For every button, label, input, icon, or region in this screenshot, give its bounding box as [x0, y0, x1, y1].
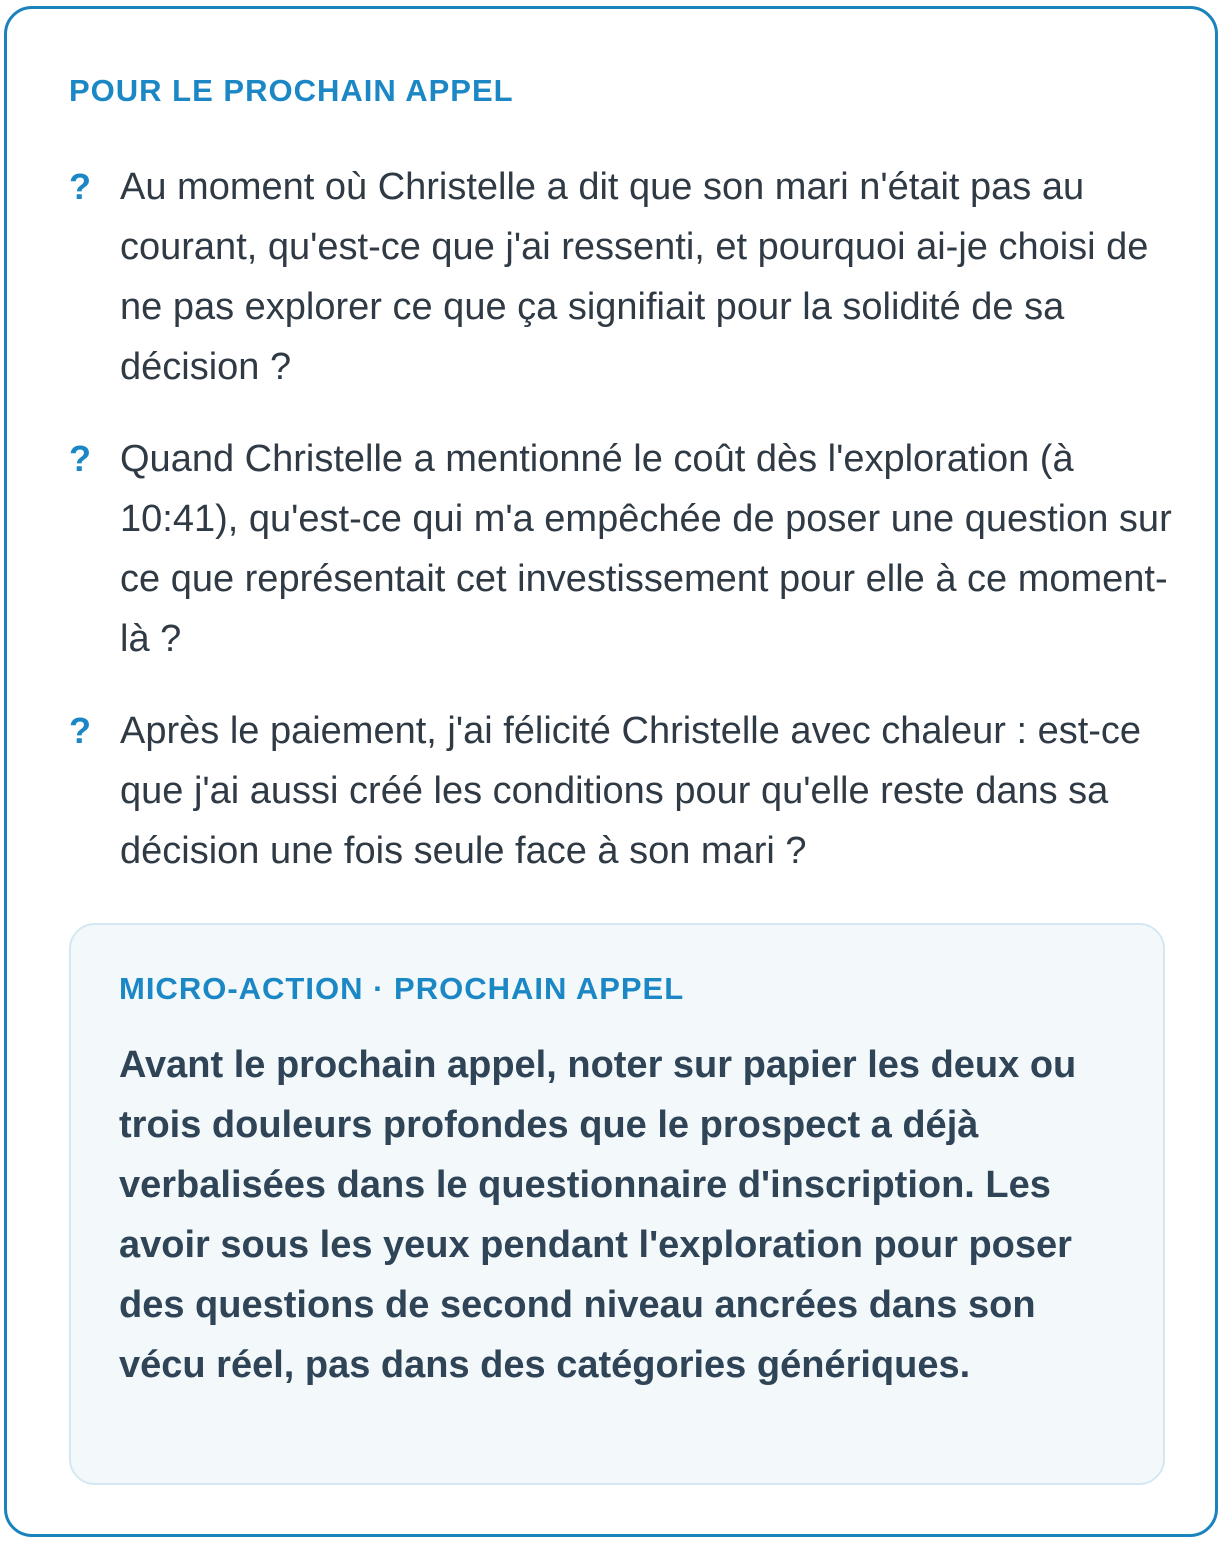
section-title: POUR LE PROCHAIN APPEL [69, 73, 514, 108]
question-mark-icon: ? [69, 166, 91, 207]
micro-action-text: Avant le prochain appel, noter sur papier les deux ou trois douleurs profondes que le prospect a déjà verbalisées dans le questionnaire d'inscription. Les avoir sous les yeux pendant l'exploration pour poser des questions de second niveau ancrées dans son vécu réel, pas dans des catégories génériques. [119, 1044, 1077, 1386]
list-item [69, 701, 1179, 881]
question-text: Au moment où Christelle a dit que son mari n'était pas au courant, qu'est-ce que j'ai ressenti, et pourquoi ai-je choisi de ne pas explorer ce que ça signifiait pour la solidité de sa décision ? [120, 166, 1149, 388]
question-text: Quand Christelle a mentionné le coût dès l'exploration (à 10:41), qu'est-ce qui m'a empêchée de poser une question sur ce que représentait cet investissement pour elle à ce moment-là ? [120, 438, 1172, 660]
question-text: Après le paiement, j'ai félicité Christelle avec chaleur : est-ce que j'ai aussi créé les conditions pour qu'elle reste dans sa décision une fois seule face à son mari ? [120, 710, 1142, 872]
question-list [69, 157, 1179, 913]
micro-action-box [69, 923, 1165, 1485]
micro-action-title: MICRO-ACTION · PROCHAIN APPEL [119, 971, 685, 1006]
next-call-card [4, 6, 1218, 1537]
question-mark-icon: ? [69, 438, 91, 479]
list-item [69, 157, 1179, 397]
list-item [69, 429, 1179, 669]
question-mark-icon: ? [69, 710, 91, 751]
